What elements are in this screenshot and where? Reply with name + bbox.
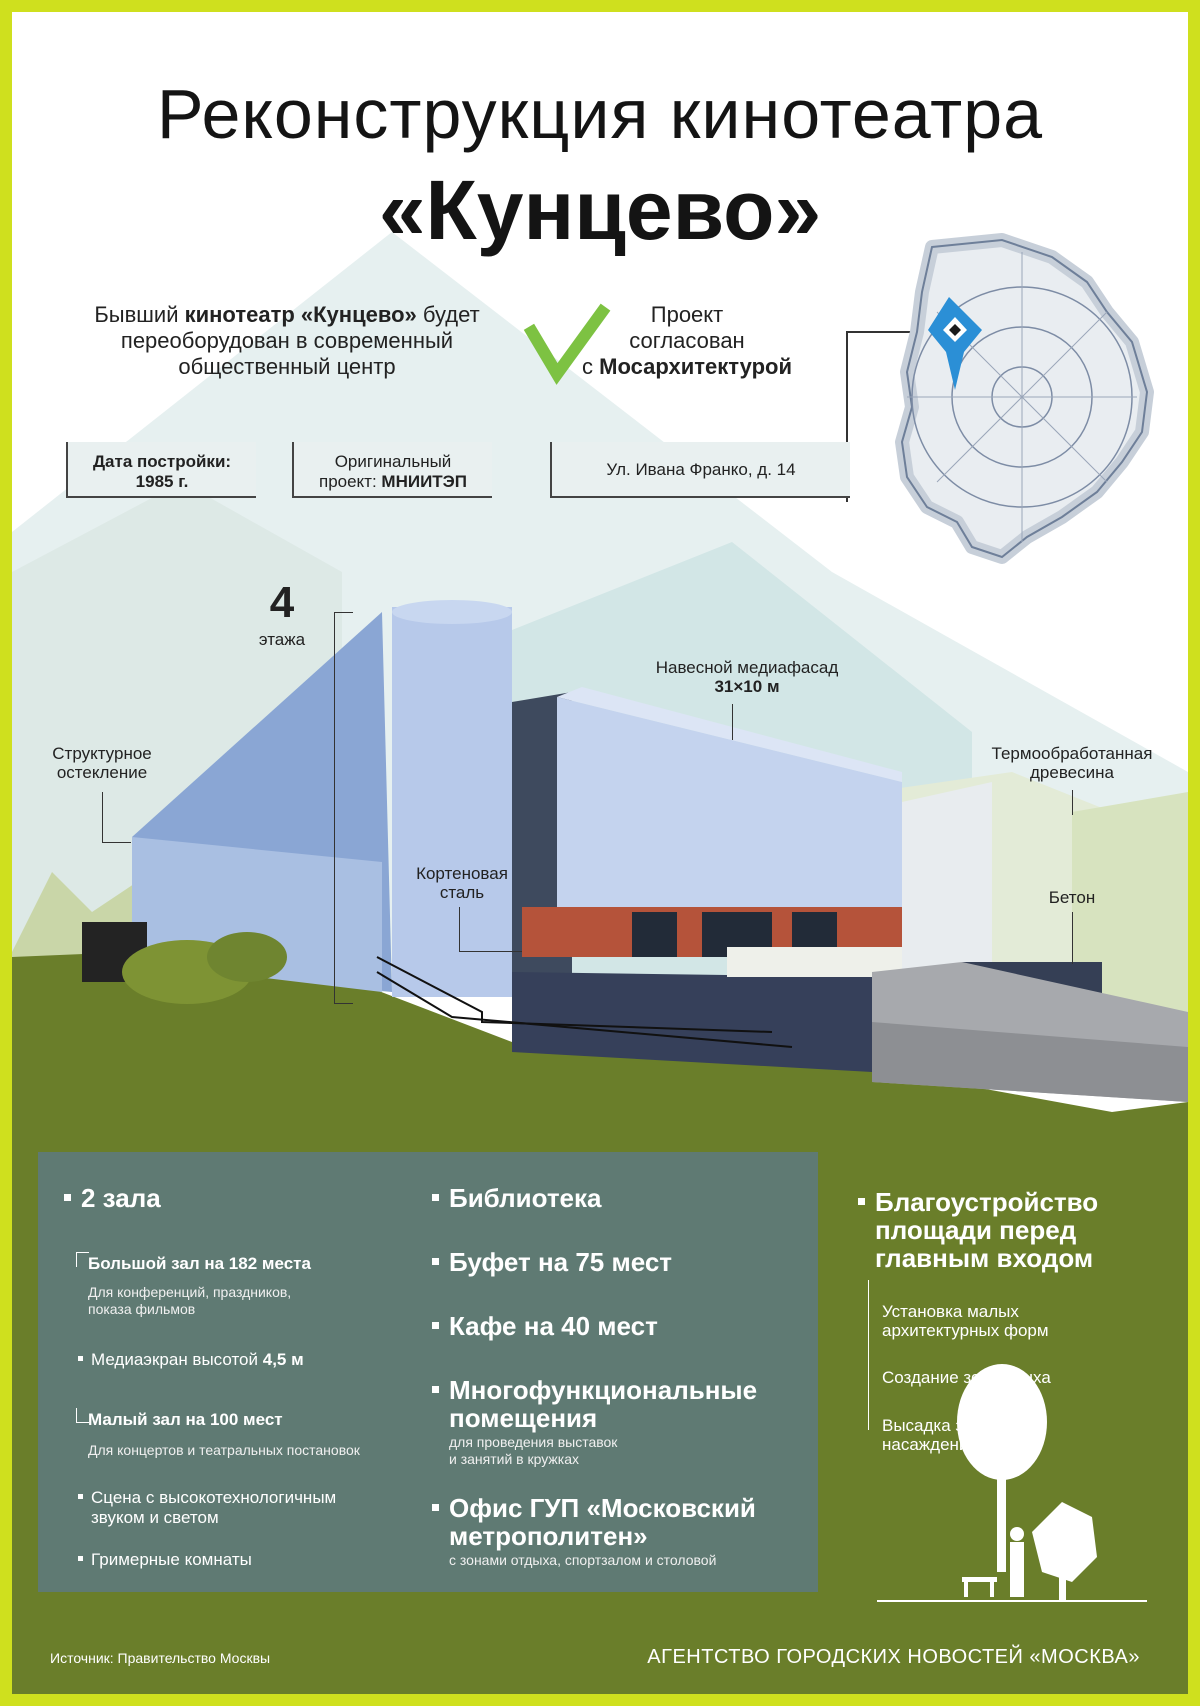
intro-left-post: будет — [416, 302, 480, 327]
stage-item — [78, 1488, 336, 1528]
media-screen-text: Медиаэкран высотой — [91, 1350, 263, 1369]
office-line2: метрополитен» — [449, 1521, 648, 1551]
bullet-icon — [432, 1386, 439, 1393]
bullet-icon — [78, 1494, 83, 1499]
cafe-item — [432, 1312, 658, 1340]
multi-line2: помещения — [449, 1403, 598, 1433]
intro-left-line2: переоборудован в современный — [120, 328, 454, 353]
buffet-item — [432, 1248, 672, 1276]
bullet-icon — [432, 1194, 439, 1201]
dressing-text: Гримерные комнаты — [91, 1550, 252, 1569]
big-hall-note-line1: Для конференций, праздников, — [88, 1284, 292, 1300]
small-hall-note: Для концертов и театральных постановок — [88, 1442, 360, 1458]
original-project-chip — [292, 442, 492, 498]
mediafacade-size: 31×10 м — [714, 677, 780, 696]
library-text: Библиотека — [449, 1183, 602, 1213]
page-title-line2: «Кунцево» — [378, 163, 822, 257]
address-text: Ул. Ивана Франко, д. 14 — [606, 460, 796, 479]
glazing-label-line1: Структурное — [52, 744, 152, 763]
stage-line2: звуком и светом — [91, 1508, 219, 1527]
source-text: Источник: Правительство Москвы — [50, 1650, 271, 1666]
intro-right — [567, 302, 807, 380]
improvement-item-1-line2: архитектурных форм — [882, 1321, 1049, 1340]
big-hall-note-line2: показа фильмов — [88, 1301, 196, 1317]
wood-leader — [1072, 790, 1074, 815]
multi-note — [449, 1434, 617, 1468]
improvement-bracket — [868, 1280, 877, 1430]
bullet-icon — [78, 1556, 83, 1561]
glazing-leader — [102, 792, 131, 843]
build-date-label: Дата постройки: — [92, 452, 232, 471]
office-note: с зонами отдыха, спортзалом и столовой — [449, 1552, 717, 1568]
media-screen-item — [78, 1350, 304, 1370]
bullet-icon — [78, 1356, 83, 1361]
multi-note-line1: для проведения выставок — [449, 1434, 618, 1450]
bullet-icon — [858, 1198, 865, 1205]
intro-right-line1: Проект — [650, 302, 724, 327]
bullet-icon — [432, 1258, 439, 1265]
media-screen-value: 4,5 м — [262, 1350, 304, 1369]
glazing-label-line2: остекление — [56, 763, 148, 782]
improvement-heading-line2: площади перед — [875, 1215, 1077, 1245]
improvement-heading — [858, 1188, 1098, 1272]
build-date-value: 1985 г. — [135, 472, 189, 491]
multi-note-line2: и занятий в кружках — [449, 1451, 579, 1467]
mediafacade-label — [612, 658, 882, 696]
improvement-item-1 — [882, 1302, 1049, 1340]
library-item — [432, 1184, 601, 1212]
small-hall-title: Малый зал на 100 мест — [88, 1410, 283, 1429]
glazing-label — [32, 744, 172, 782]
cafe-text: Кафе на 40 мест — [449, 1311, 658, 1341]
improvement-item-3 — [882, 1416, 1021, 1454]
original-project-pre: проект: — [318, 472, 382, 491]
bullet-icon — [432, 1322, 439, 1329]
office-line1: Офис ГУП «Московский — [449, 1493, 756, 1523]
dressing-item — [78, 1550, 252, 1570]
concrete-label: Бетон — [1048, 888, 1096, 907]
halls-heading — [64, 1184, 161, 1212]
intro-left-pre: Бывший — [94, 302, 185, 327]
improvement-heading-line1: Благоустройство — [875, 1187, 1099, 1217]
wood-label — [972, 744, 1172, 782]
improvement-item-3-line1: Высадка зеленых — [882, 1416, 1022, 1435]
mediafacade-label-line1: Навесной медиафасад — [655, 658, 839, 677]
intro-left — [62, 302, 512, 380]
improvement-item-2-line1: Создание зон отдыха — [882, 1368, 1051, 1387]
floors-number: 4 — [269, 578, 295, 627]
page-title-line1: Реконструкция кинотеатра — [156, 75, 1044, 153]
improvement-item-2 — [882, 1368, 1051, 1387]
corten-label — [397, 864, 527, 902]
buffet-text: Буфет на 75 мест — [449, 1247, 673, 1277]
stage-line1: Сцена с высокотехнологичным — [91, 1488, 337, 1507]
mediafacade-leader — [732, 704, 733, 740]
multi-line1: Многофункциональные — [449, 1375, 758, 1405]
intro-right-line2: согласован — [629, 328, 745, 353]
wood-label-line2: древесина — [1030, 763, 1114, 782]
halls-heading-text: 2 зала — [81, 1183, 161, 1213]
corten-label-line1: Кортеновая — [416, 864, 508, 883]
intro-right-pre: с — [582, 354, 600, 379]
office-item — [432, 1494, 756, 1550]
moscow-map-icon — [902, 240, 1147, 557]
multi-item — [432, 1376, 757, 1432]
improvement-item-3-line2: насаждений — [882, 1435, 978, 1454]
intro-left-line3: общественный центр — [178, 354, 396, 379]
address-chip — [550, 442, 850, 498]
improvement-item-1-line1: Установка малых — [882, 1302, 1019, 1321]
build-date-chip — [66, 442, 256, 498]
concrete-leader — [1072, 912, 1073, 964]
agency-text: АГЕНТСТВО ГОРОДСКИХ НОВОСТЕЙ «МОСКВА» — [647, 1646, 1140, 1668]
bullet-icon — [432, 1504, 439, 1511]
corten-leader — [459, 907, 522, 952]
infographic-canvas — [12, 12, 1188, 1694]
original-project-value: МНИИТЭП — [381, 472, 467, 491]
big-hall-title: Большой зал на 182 места — [88, 1254, 311, 1273]
floors-bracket — [334, 612, 353, 1004]
intro-right-bold: Мосархитектурой — [599, 354, 792, 379]
original-project-label: Оригинальный — [334, 452, 452, 471]
intro-left-bold: кинотеатр «Кунцево» — [184, 302, 417, 327]
floors-word: этажа — [258, 630, 306, 649]
corten-label-line2: сталь — [439, 883, 485, 902]
bullet-icon — [64, 1194, 71, 1201]
wood-label-line1: Термообработанная — [991, 744, 1153, 763]
improvement-heading-line3: главным входом — [875, 1243, 1094, 1273]
big-hall-note — [88, 1284, 291, 1318]
